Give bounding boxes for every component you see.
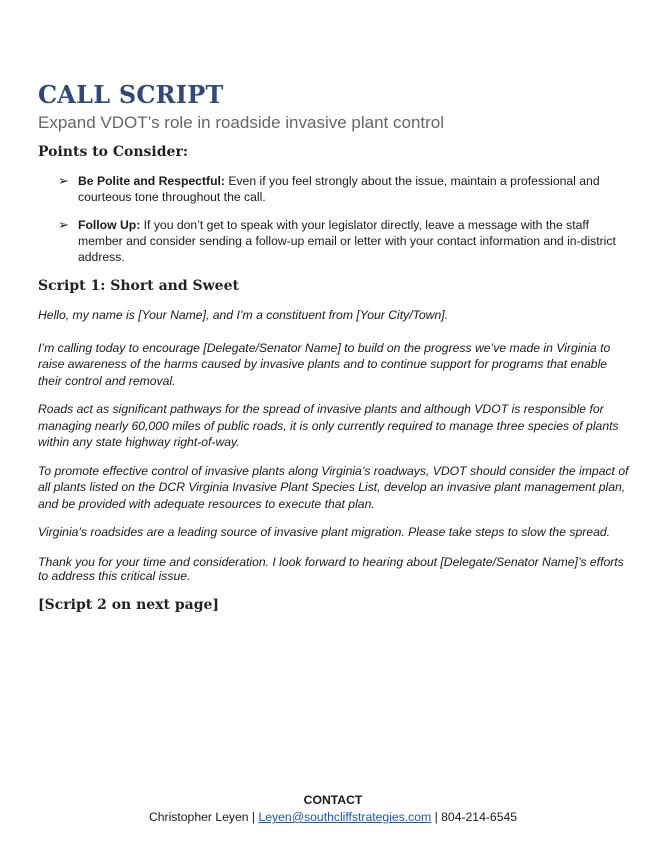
separator: | bbox=[431, 810, 442, 824]
contact-footer bbox=[0, 792, 666, 826]
point-text: If you don’t get to speak with your legislator directly, leave a message with the staff member and consider sending a follow-up email or letter with your contact information and in-district address. bbox=[78, 218, 616, 264]
script-paragraph: Virginia’s roadsides are a leading source of invasive plant migration. Please take steps to slow the spread. bbox=[38, 525, 611, 539]
phone-number: 804-214-6545 bbox=[441, 810, 518, 824]
point-label: Be Polite and Respectful: bbox=[78, 174, 225, 188]
script1-heading: Script 1: Short and Sweet bbox=[38, 278, 239, 294]
list-item bbox=[38, 173, 630, 205]
contact-heading: CONTACT bbox=[303, 793, 363, 807]
separator: | bbox=[248, 810, 259, 824]
page-title: CALL SCRIPT bbox=[38, 80, 224, 109]
script-paragraph: Thank you for your time and consideration. I look forward to hearing about [Delegate/Senator Name]’s efforts to address this critical issue. bbox=[38, 554, 624, 583]
list-item bbox=[38, 217, 630, 265]
script-paragraph: I’m calling today to encourage [Delegate/Senator Name] to build on the progress we’ve made in Virginia to raise awareness of the harms caused by invasive plants and to continue support for programs that enable their control and removal. bbox=[38, 340, 611, 388]
contact-name: Christopher Leyen bbox=[148, 810, 249, 824]
contact-line bbox=[0, 809, 666, 826]
arrowhead-bullet-icon: ➢ bbox=[58, 217, 69, 232]
point-label: Follow Up: bbox=[78, 218, 141, 232]
arrowhead-bullet-icon: ➢ bbox=[58, 173, 69, 188]
next-page-note: [Script 2 on next page] bbox=[38, 596, 220, 613]
script-paragraph: Hello, my name is [Your Name], and I’m a constituent from [Your City/Town]. bbox=[38, 308, 449, 322]
points-heading: Points to Consider: bbox=[38, 144, 188, 160]
script-paragraph: To promote effective control of invasive plants along Virginia’s roadways, VDOT should consider the impact of all plants listed on the DCR Virginia Invasive Plant Species List, develop an invasive plant management plan, and be provided with adequate resources to execute that plan. bbox=[38, 463, 629, 511]
script-paragraph: Roads act as significant pathways for the spread of invasive plants and although VDOT is responsible for managing nearly 60,000 miles of public roads, it is only currently required to manage three species of plants within any state highway right-of-way. bbox=[38, 402, 619, 449]
points-list bbox=[38, 173, 630, 265]
page-subtitle: Expand VDOT’s role in roadside invasive plant control bbox=[38, 113, 445, 132]
document-page bbox=[38, 80, 630, 613]
point-text: Even if you feel strongly about the issue, maintain a professional and courteous tone throughout the call. bbox=[78, 174, 600, 204]
email-link[interactable]: Leyen@southcliffstrategies.com bbox=[258, 810, 432, 824]
